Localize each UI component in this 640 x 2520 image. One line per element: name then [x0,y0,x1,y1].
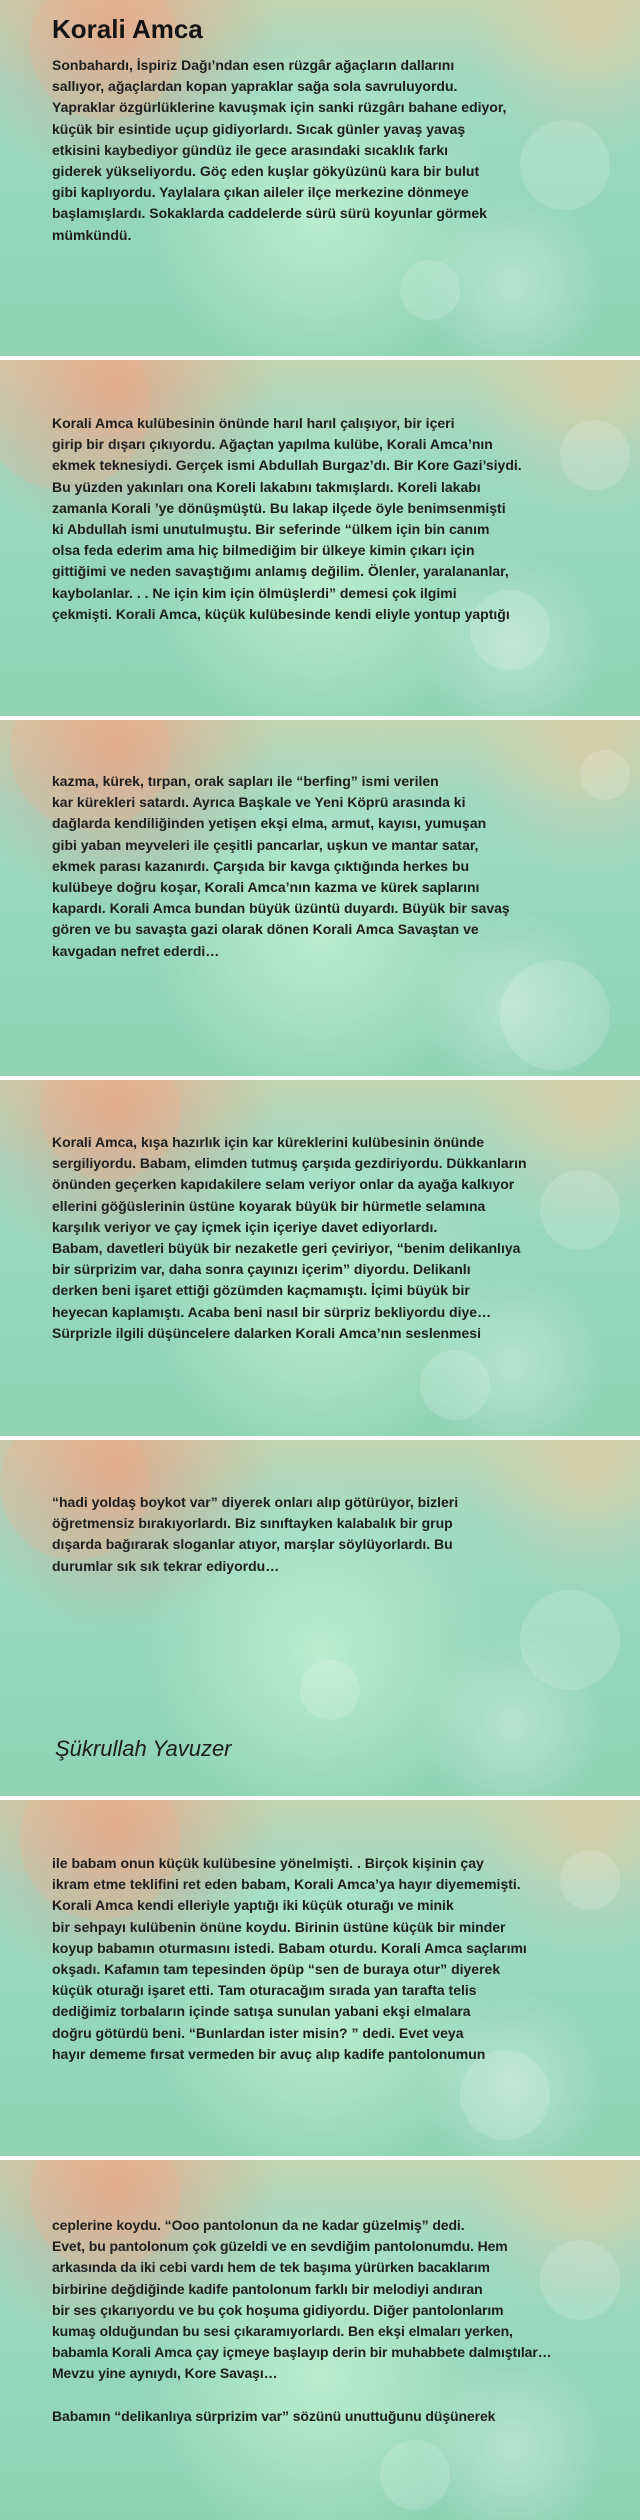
bokeh-decoration [380,2440,450,2510]
poem-stanza-7: ceplerine koydu. “Ooo pantolonun da ne kadar güzelmiş” dedi. Evet, bu pantolonum çok güzeldi ve en sevdiğim pantolonumdu. Hem arkasında da iki cebi vardı hem de tek başıma yürürken bacaklarım birbirine değdiğinde kadife pantolonum farklı bir melodiyi andıran bir ses çıkarıyordu ve bu çok hoşuma gidiyordu. Diğer pantolonlarım kumaş olduğundan bu sesi çıkaramıyorlardı. Ben ekşi elmaları yerken, babamla Korali Amca çay içmeye başlayıp derin bir muhabbete dalmıştılar… Mevzu yine aynıydı, Kore Savaşı… Babamın “delikanlıya sürprizim var” sözünü unuttuğunu düşünerek [52,2217,552,2424]
poem-panel-4 [0,1080,640,1436]
poem-stanza-1: Sonbahardı, İspiriz Dağı’ndan esen rüzgâr ağaçların dallarını sallıyor, ağaçlardan kopan yapraklar sağa sola savruluyordu. Yapraklar özgürlüklerine kavuşmak için sanki rüzgârı bahane ediyor, küçük bir esintide uçup gidiyorlardı. Sıcak günler yavaş yavaş etkisini kaybediyor gündüz ile gece arasındaki sıcaklık farkı giderek yükseliyordu. Göç eden kuşlar gökyüzünü kara bir bulut gibi kaplıyordu. Yaylalara çıkan aileler ilçe merkezine dönmeye başlamışlardı. Sokaklarda caddelerde sürü sürü koyunlar görmek mümkündü. [52,57,507,243]
poem-panel-7 [0,2160,640,2520]
poem-title: Korali Amca [52,14,203,44]
poem-stanza-2: Korali Amca kulübesinin önünde harıl harıl çalışıyor, bir içeri girip bir dışarı çıkıyordu. Ağaçtan yapılma kulübe, Korali Amca’nın ekmek teknesiydi. Gerçek ismi Abdullah Burgaz’dı. Bir Kore Gazi’siydi. Bu yüzden yakınları ona Koreli lakabını takmışlardı. Koreli lakabı zamanla Korali ’ye dönüşmüştü. Bu lakap ilçede öyle benimsenmişti ki Abdullah ismi unutulmuştu. Bir seferinde “ülkem için bin canım olsa feda ederim ama hiç bilmediğim bir ülkeye kimin çıkarı için gittiğimi ve neden savaştığımı anlamış değilim. Ölenler, yaralananlar, kaybolanlar. . . Ne için kim için ölmüşlerdi” demesi çok ilgimi çekmişti. Korali Amca, küçük kulübesinde kendi eliyle yontup yaptığı [52,415,522,622]
bokeh-decoration [500,960,610,1070]
poem-stanza-3: kazma, kürek, tırpan, orak sapları ile “berfing” ismi verilen kar kürekleri satardı. Ayrıca Başkale ve Yeni Köprü arasında ki dağlarda kendiliğinden yetişen ekşi elma, armut, kayısı, yumuşan gibi yaban meyveleri ile çeşitli pancarlar, uşkun ve mantar satar, ekmek parası kazanırdı. Çarşıda bir kavga çıktığında herkes bu kulübeye doğru koşar, Korali Amca’nın kazma ve kürek saplarını kapardı. Korali Amca bundan büyük üzüntü duyardı. Büyük bir savaş gören ve bu savaşta gazi olarak dönen Korali Amca Savaştan ve kavgadan nefret ederdi… [52,773,510,959]
bokeh-decoration [520,1590,620,1690]
poem-stanza-4: Korali Amca, kışa hazırlık için kar küreklerini kulübesinin önünde sergiliyordu. Babam, elimden tutmuş çarşıda gezdiriyordu. Dükkanların önünden geçerken kapıdakilere selam veriyor onlar da ayağa kalkıyor ellerini göğüslerinin üstüne koyarak büyük bir hürmetle selamına karşılık veriyor ve çay içmek için içeriye davet ediyorlardı. Babam, davetleri büyük bir nezaketle geri çeviriyor, “benim delikanlıya bir sürprizim var, daha sonra çayınızı içerim” diyordu. Delikanlı derken beni işaret ettiği gözümden kaçmamıştı. İçimi büyük bir heyecan kaplamıştı. Acaba beni nasıl bir sürpriz bekliyordu diye… Sürprizle ilgili düşüncelere dalarken Korali Amca’nın seslenmesi [52,1134,527,1341]
bokeh-decoration [300,1660,360,1720]
poem-stanza-5: “hadi yoldaş boykot var” diyerek onları alıp götürüyor, bizleri öğretmensiz bırakıyorlardı. Biz sınıftayken kalabalık bir grup dışarda bağırarak sloganlar atıyor, marşlar söylüyorlardı. Bu durumlar sık sık tekrar ediyordu… [52,1494,459,1574]
bokeh-decoration [400,260,460,320]
bokeh-decoration [420,1350,490,1420]
poem-panel-3 [0,720,640,1076]
poem-author: Şükrullah Yavuzer [55,1736,232,1761]
poem-stanza-6: ile babam onun küçük kulübesine yönelmişti. . Birçok kişinin çay ikram etme teklifini ret eden babam, Korali Amca’ya hayır diyememişti. Korali Amca kendi elleriyle yaptığı iki küçük oturağı ve minik bir sehpayı kulübenin önüne koydu. Birinin üstüne küçük bir minder koyup babamın oturmasını istedi. Babam oturdu. Korali Amca saçlarımı okşadı. Kafamın tam tepesinden öpüp “sen de buraya otur” diyerek küçük oturağı işaret etti. Tam oturacağım sırada yan tarafta telis dediğimiz torbaların içinde satışa sunulan yabani ekşi elmalara doğru götürdü beni. “Bunlardan ister misin? ” dedi. Evet veya hayır dememe fırsat vermeden bir avuç alıp kadife pantolonumun [52,1855,527,2062]
poem-panel-2 [0,360,640,716]
poem-panel-5 [0,1440,640,1796]
poem-panel-1 [0,0,640,356]
poem-panel-6 [0,1800,640,2156]
